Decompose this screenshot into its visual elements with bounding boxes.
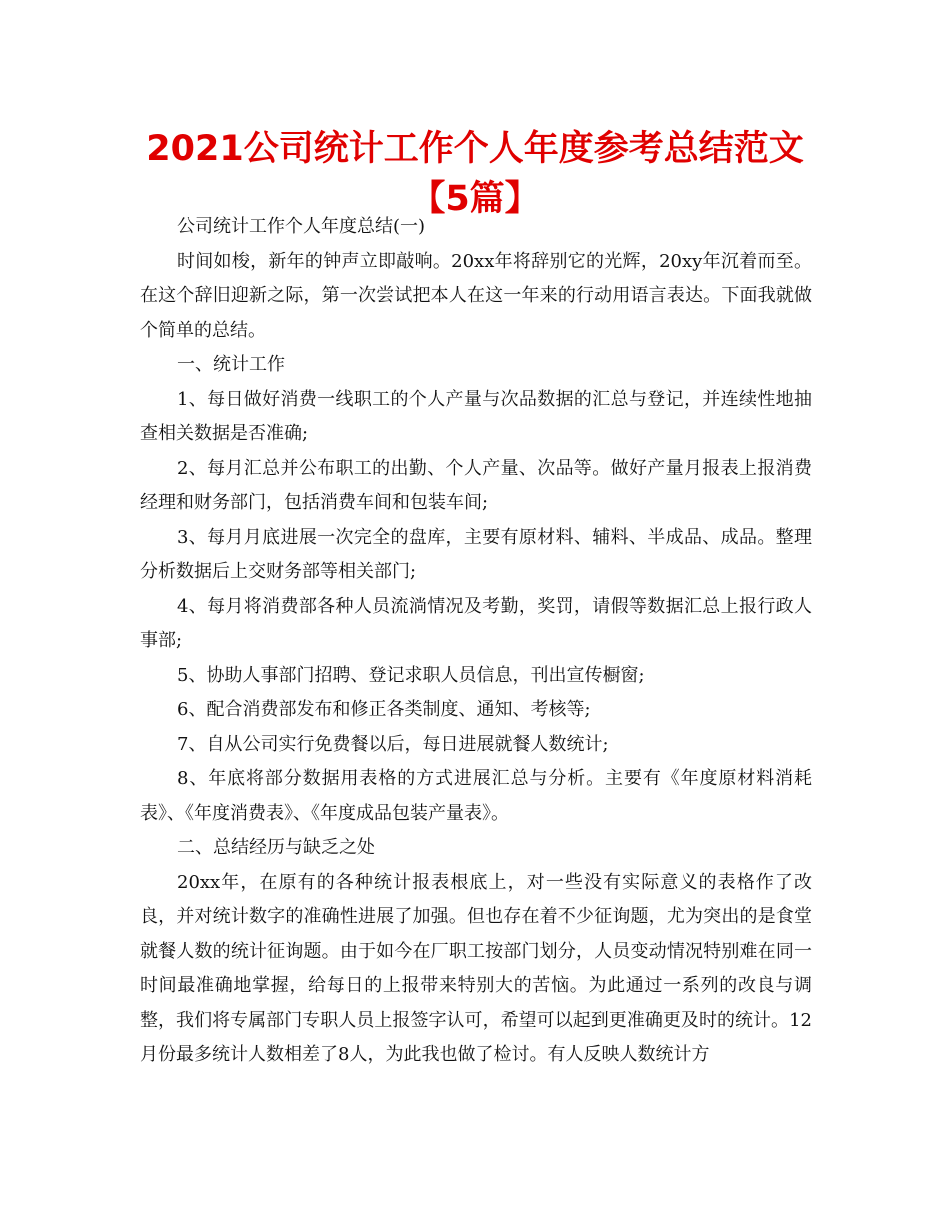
document-body (140, 210, 812, 1073)
section-heading: 一、统计工作 (177, 354, 285, 375)
list-item: 3、每月月底进展一次完全的盘库，主要有原材料、辅料、半成品、成品。整理分析数据后上交财务部等相关部门; (140, 526, 812, 582)
list-item: 1、每日做好消费一线职工的个人产量与次品数据的汇总与登记，并连续性地抽查相关数据是否准确; (140, 388, 812, 444)
list-item: 4、每月将消费部各种人员流淌情况及考勤，奖罚，请假等数据汇总上报行政人事部; (140, 595, 812, 651)
paragraph: 20xx年，在原有的各种统计报表根底上，对一些没有实际意义的表格作了改良，并对统计数字的准确性进展了加强。但也存在着不少征询题，尤为突出的是食堂就餐人数的统计征询题。由于如今在厂职工按部门划分，人员变动情况特别难在同一时间最准确地掌握，给每日的上报带来特别大的苦恼。为此通过一系列的改良与调整，我们将专属部门专职人员上报签字认可，希望可以起到更准确更及时的统计。12月份最多统计人数相差了8人，为此我也做了检讨。有人反映人数统计方 (140, 871, 812, 1065)
list-item: 5、协助人事部门招聘、登记求职人员信息，刊出宣传橱窗; (177, 664, 645, 686)
list-item: 2、每月汇总并公布职工的出勤、个人产量、次品等。做好产量月报表上报消费经理和财务部门，包括消费车间和包装车间; (140, 457, 812, 513)
section-heading: 公司统计工作个人年度总结(一) (177, 216, 426, 237)
list-item: 7、自从公司实行免费餐以后，每日进展就餐人数统计; (177, 733, 609, 755)
paragraph: 时间如梭，新年的钟声立即敲响。20xx年将辞别它的光辉，20xy年沉着而至。在这个辞旧迎新之际，第一次尝试把本人在这一年来的行动用语言表达。下面我就做个简单的总结。 (140, 250, 812, 341)
list-item: 8、年底将部分数据用表格的方式进展汇总与分析。主要有《年度原材料消耗表》、《年度消费表》、《年度成品包装产量表》。 (140, 768, 812, 824)
document-title: 2021公司统计工作个人年度参考总结范文【5篇】 (146, 129, 804, 219)
section-heading: 二、总结经历与缺乏之处 (177, 837, 375, 858)
list-item: 6、配合消费部发布和修正各类制度、通知、考核等; (177, 699, 591, 720)
